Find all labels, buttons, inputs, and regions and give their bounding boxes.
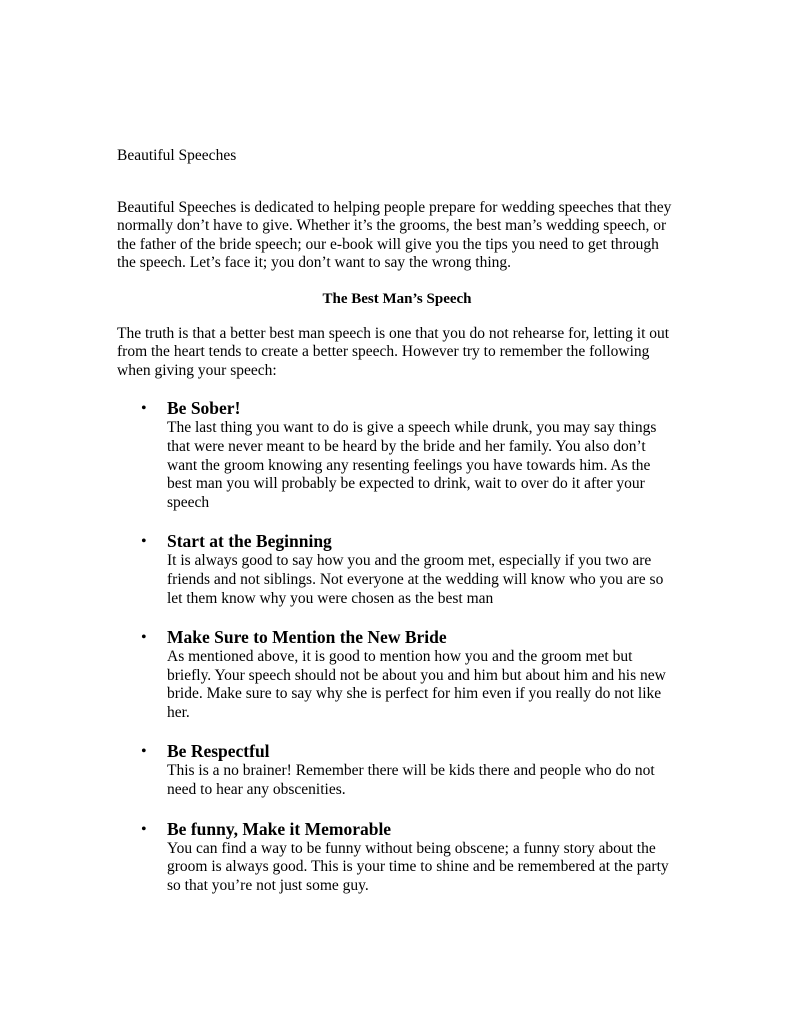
- tip-heading: Be funny, Make it Memorable: [167, 818, 392, 839]
- document-page: [117, 147, 677, 914]
- bullet-icon: •: [141, 400, 147, 418]
- section-heading: The Best Man’s Speech: [322, 290, 472, 307]
- list-item: [117, 398, 677, 512]
- intro-paragraph: Beautiful Speeches is dedicated to helping people prepare for wedding speeches that they normally don’t have to give. Whether it’s the grooms, the best man’s wedding speech, or the father of the bride speech; our e-book will give you the tips you need to get through the speech. Let’s face it; you don’t want to say the wrong thing.: [117, 198, 672, 272]
- tip-body: This is a no brainer! Remember there will be kids there and people who do not need to hear any obscenities.: [167, 762, 655, 799]
- list-item: [117, 531, 677, 608]
- document-title: Beautiful Speeches: [117, 147, 237, 164]
- list-item: [117, 819, 677, 896]
- tip-body: It is always good to say how you and the groom met, especially if you two are friends and not siblings. Not everyone at the wedding will know who you are so let them know why you were chosen as the best man: [167, 552, 664, 607]
- bullet-icon: •: [141, 629, 147, 647]
- lead-paragraph: The truth is that a better best man speech is one that you do not rehearse for, letting it out from the heart tends to create a better speech. However try to remember the following when giving your speech:: [117, 324, 670, 379]
- list-item: [117, 627, 677, 722]
- bullet-icon: •: [141, 743, 147, 761]
- tip-heading: Start at the Beginning: [167, 531, 332, 552]
- tip-heading: Be Sober!: [167, 398, 241, 419]
- tip-heading: Be Respectful: [167, 741, 270, 762]
- tip-heading: Make Sure to Mention the New Bride: [167, 627, 447, 648]
- tips-list: [117, 398, 677, 895]
- list-item: [117, 741, 677, 799]
- bullet-icon: •: [141, 820, 147, 838]
- bullet-icon: •: [141, 533, 147, 551]
- tip-body: You can find a way to be funny without being obscene; a funny story about the groom is always good. This is your time to shine and be remembered at the party so that you’re not just some guy.: [167, 839, 669, 894]
- tip-body: The last thing you want to do is give a speech while drunk, you may say things that were never meant to be heard by the bride and her family. You also don’t want the groom knowing any resenting feelings you have towards him. As the best man you will probably be expected to drink, wait to over do it after your speech: [167, 419, 657, 511]
- tip-body: As mentioned above, it is good to mention how you and the groom met but briefly. Your speech should not be about you and him but about him and his new bride. Make sure to say why she is perfect for him even if you really do not like her.: [167, 648, 666, 721]
